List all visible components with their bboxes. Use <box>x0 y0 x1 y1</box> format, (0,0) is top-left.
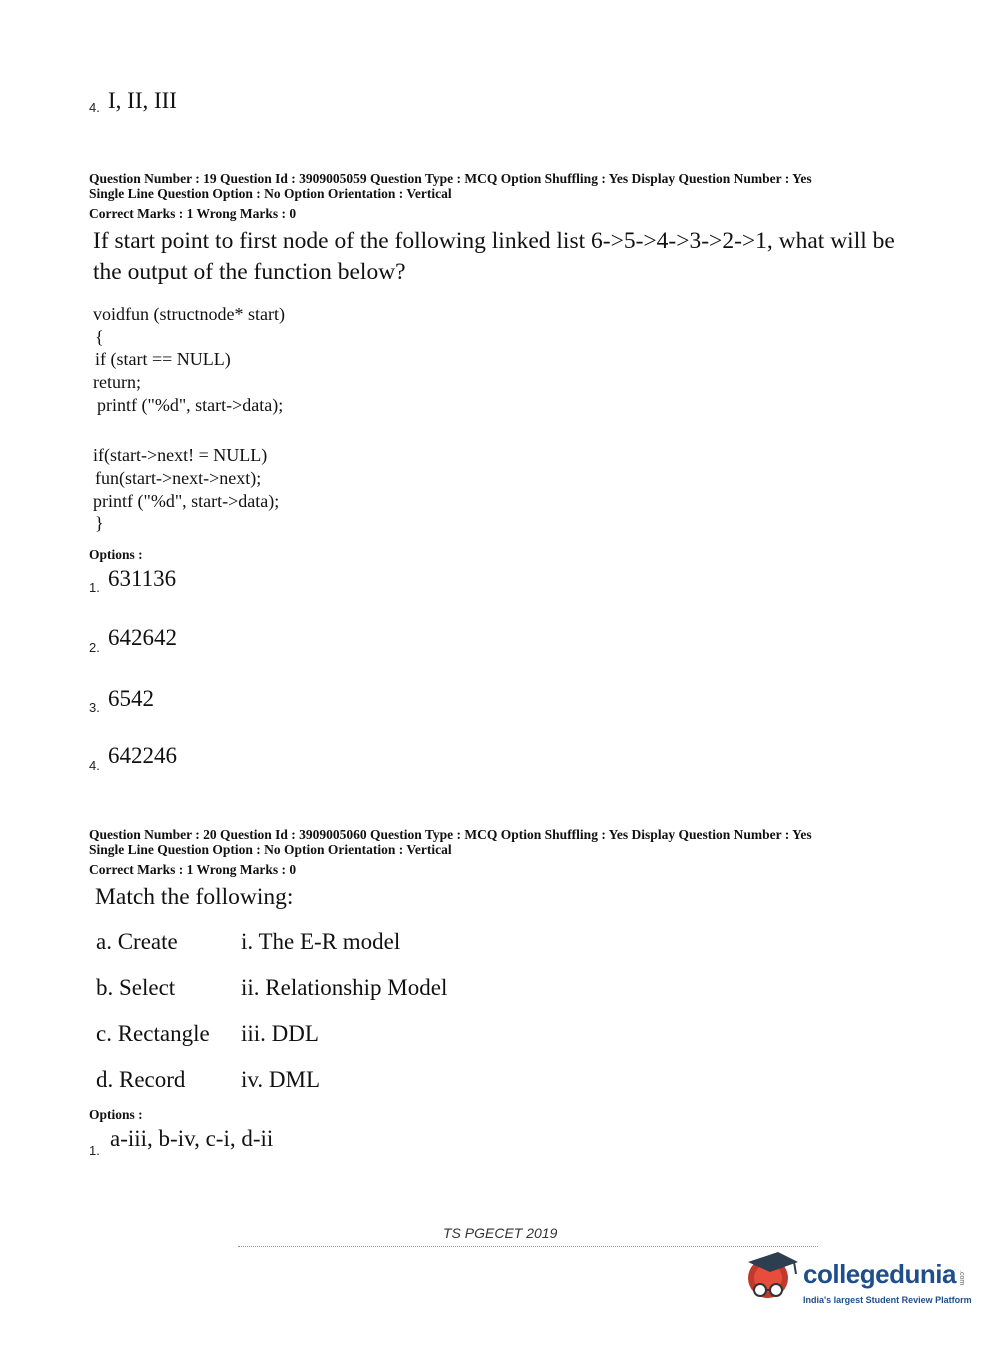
match-left-item: b. Select <box>96 975 176 1000</box>
question-text: Match the following: <box>95 884 294 910</box>
exam-footer: TS PGECET 2019 <box>443 1225 558 1241</box>
match-right-item: ii. Relationship Model <box>241 975 448 1000</box>
option-number: 4. <box>89 100 100 115</box>
question-text-line1: If start point to first node of the following linked list 6->5->4->3->2->1, what will be <box>93 228 895 254</box>
match-left-item: a. Create <box>96 929 178 954</box>
question-meta-line1: Question Number : 19 Question Id : 3909005059 Question Type : MCQ Option Shuffling : Yes Display Question Number : Yes <box>89 171 812 186</box>
option-number: 2. <box>89 640 100 655</box>
option-number: 3. <box>89 700 100 715</box>
code-line: printf ("%d", start->data); <box>97 395 284 415</box>
options-label: Options : <box>89 547 143 562</box>
option-number: 4. <box>89 758 100 773</box>
code-line: printf ("%d", start->data); <box>93 491 280 511</box>
option-text: 642246 <box>108 743 177 768</box>
match-right-item: iv. DML <box>241 1067 321 1092</box>
option-number: 1. <box>89 580 100 595</box>
match-right-item: iii. DDL <box>241 1021 319 1046</box>
option-text: 642642 <box>108 625 177 650</box>
option-text: a-iii, b-iv, c-i, d-ii <box>110 1126 274 1151</box>
code-line: { <box>95 327 104 347</box>
options-label: Options : <box>89 1107 143 1122</box>
option-text: 631136 <box>108 566 177 591</box>
code-line: } <box>95 513 104 533</box>
question-marks: Correct Marks : 1 Wrong Marks : 0 <box>89 862 297 877</box>
code-line: if (start == NULL) <box>95 349 231 369</box>
code-line: return; <box>93 372 141 392</box>
brand-suffix: .com <box>958 1270 965 1286</box>
brand-tagline: India's largest Student Review Platform <box>803 1295 972 1305</box>
match-left-item: d. Record <box>96 1067 186 1092</box>
footer-divider <box>238 1246 818 1247</box>
match-left-item: c. Rectangle <box>96 1021 210 1046</box>
mascot-icon <box>740 1244 806 1310</box>
question-meta-line2: Single Line Question Option : No Option Orientation : Vertical <box>89 186 452 201</box>
option-text: 6542 <box>108 686 154 711</box>
question-marks: Correct Marks : 1 Wrong Marks : 0 <box>89 206 297 221</box>
code-line: fun(start->next->next); <box>95 468 262 488</box>
match-right-item: i. The E-R model <box>241 929 401 954</box>
code-line: voidfun (structnode* start) <box>93 304 285 324</box>
question-text-line2: the output of the function below? <box>93 259 406 285</box>
brand-name: collegedunia <box>803 1259 956 1289</box>
option-text: I, II, III <box>108 88 177 113</box>
question-meta-line1: Question Number : 20 Question Id : 3909005060 Question Type : MCQ Option Shuffling : Yes Display Question Number : Yes <box>89 827 812 842</box>
question-meta-line2: Single Line Question Option : No Option Orientation : Vertical <box>89 842 452 857</box>
code-line: if(start->next! = NULL) <box>93 445 268 465</box>
option-number: 1. <box>89 1143 100 1158</box>
